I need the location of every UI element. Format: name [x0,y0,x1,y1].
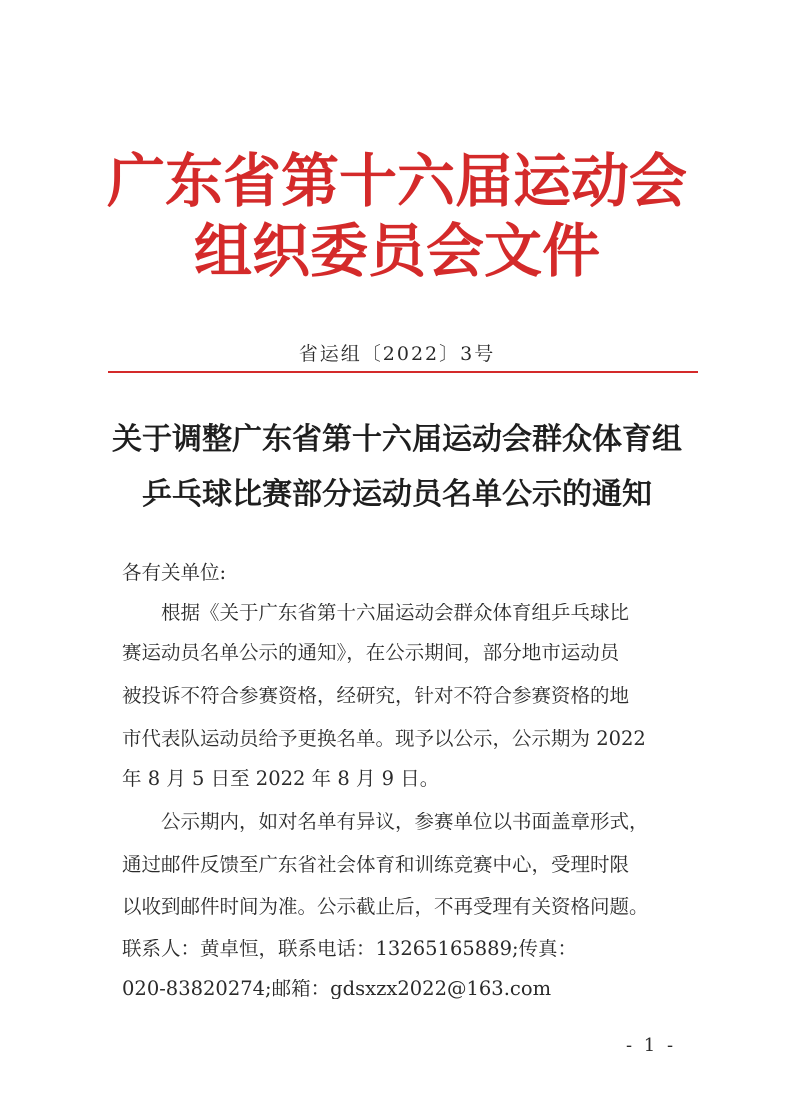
page-number: - 1 - [626,1035,677,1056]
salutation: 各有关单位: [122,561,227,584]
document-header-title-line2: 组织委员会文件 [193,217,600,285]
document-header-title-line1: 广东省第十六届运动会 [106,147,687,215]
document-number: 省运组〔2022〕3号 [298,343,496,365]
notice-title-line1: 关于调整广东省第十六届运动会群众体育组 [112,422,682,457]
paragraph2-line: 通过邮件反馈至广东省社会体育和训练竞赛中心，受理时限 [122,855,630,875]
notice-title-line2: 乒乓球比赛部分运动员名单公示的通知 [142,477,652,512]
red-divider-rule [108,371,698,373]
paragraph1-line: 根据《关于广东省第十六届运动会群众体育组乒乓球比 [122,603,630,623]
paragraph1-line: 被投诉不符合参赛资格，经研究，针对不符合参赛资格的地 [122,686,630,706]
paragraph1-line: 市代表队运动员给予更换名单。现予以公示，公示期为 2022 [122,729,646,749]
paragraph2-line: 以收到邮件时间为准。公示截止后，不再受理有关资格问题。 [122,897,649,917]
paragraph2-line: 公示期内，如对名单有异议，参赛单位以书面盖章形式， [122,812,649,832]
contact-line: 联系人：黄卓恒，联系电话：13265165889;传真： [122,939,578,959]
paragraph1-line: 年 8 月 5 日至 2022 年 8 月 9 日。 [122,769,440,789]
paragraph1-line: 赛运动员名单公示的通知》，在公示期间，部分地市运动员 [122,643,620,663]
contact-line: 020-83820274;邮箱：gdsxzx2022@163.com [122,979,552,999]
